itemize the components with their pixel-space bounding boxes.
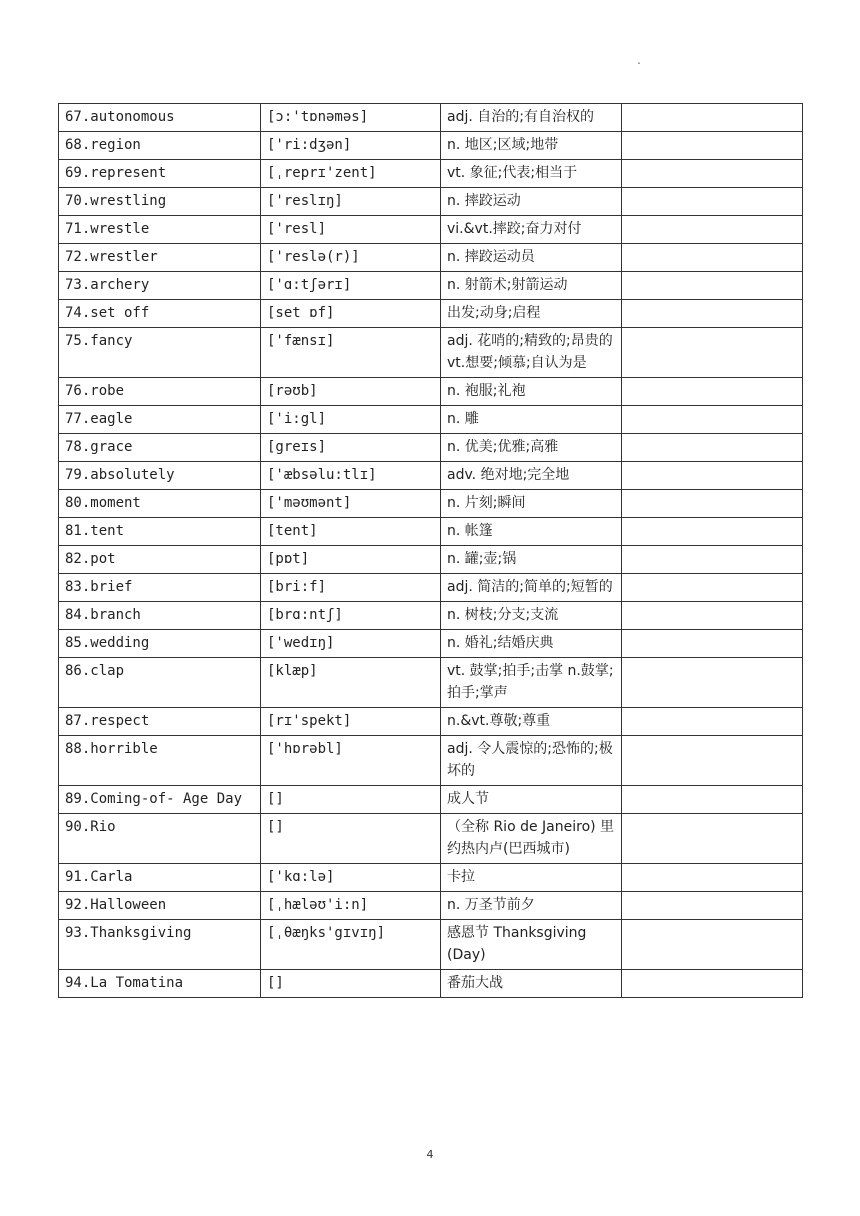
meaning-cell: （全称 Rio de Janeiro) 里约热内卢(巴西城市): [441, 814, 622, 864]
note-cell: [622, 970, 803, 998]
word-cell: 77.eagle: [59, 406, 261, 434]
phonetic-cell: ['ri:dʒən]: [261, 132, 441, 160]
word-cell: 82.pot: [59, 546, 261, 574]
phonetic-cell: [ˌreprɪ'zent]: [261, 160, 441, 188]
word-cell: 92.Halloween: [59, 892, 261, 920]
table-row: [59, 406, 803, 434]
word-cell: 80.moment: [59, 490, 261, 518]
table-row: [59, 518, 803, 546]
phonetic-cell: [ˌθæŋks'gɪvɪŋ]: [261, 920, 441, 970]
phonetic-cell: ['reslɪŋ]: [261, 188, 441, 216]
phonetic-cell: ['məʊmənt]: [261, 490, 441, 518]
table-row: [59, 574, 803, 602]
meaning-cell: vt. 鼓掌;拍手;击掌 n.鼓掌;拍手;掌声: [441, 658, 622, 708]
meaning-cell: n. 射箭术;射箭运动: [441, 272, 622, 300]
meaning-cell: 卡拉: [441, 864, 622, 892]
word-cell: 87.respect: [59, 708, 261, 736]
word-cell: 69.represent: [59, 160, 261, 188]
word-cell: 85.wedding: [59, 630, 261, 658]
note-cell: [622, 814, 803, 864]
phonetic-cell: ['hɒrəbl]: [261, 736, 441, 786]
word-cell: 71.wrestle: [59, 216, 261, 244]
meaning-cell: adj. 自治的;有自治权的: [441, 104, 622, 132]
note-cell: [622, 574, 803, 602]
note-cell: [622, 160, 803, 188]
table-row: [59, 462, 803, 490]
table-row: [59, 920, 803, 970]
word-cell: 86.clap: [59, 658, 261, 708]
table-row: [59, 970, 803, 998]
phonetic-cell: [rɪ'spekt]: [261, 708, 441, 736]
meaning-cell: vt. 象征;代表;相当于: [441, 160, 622, 188]
table-row: [59, 434, 803, 462]
meaning-cell: n. 优美;优雅;高雅: [441, 434, 622, 462]
vocabulary-table: [58, 103, 803, 998]
meaning-cell: 出发;动身;启程: [441, 300, 622, 328]
word-cell: 81.tent: [59, 518, 261, 546]
note-cell: [622, 104, 803, 132]
note-cell: [622, 188, 803, 216]
word-cell: 91.Carla: [59, 864, 261, 892]
note-cell: [622, 786, 803, 814]
meaning-cell: adj. 花哨的;精致的;昂贵的 vt.想要;倾慕;自认为是: [441, 328, 622, 378]
note-cell: [622, 920, 803, 970]
table-row: [59, 490, 803, 518]
note-cell: [622, 546, 803, 574]
note-cell: [622, 272, 803, 300]
note-cell: [622, 328, 803, 378]
table-row: [59, 658, 803, 708]
word-cell: 73.archery: [59, 272, 261, 300]
table-row: [59, 132, 803, 160]
note-cell: [622, 892, 803, 920]
table-row: [59, 630, 803, 658]
phonetic-cell: ['fænsɪ]: [261, 328, 441, 378]
word-cell: 89.Coming-of- Age Day: [59, 786, 261, 814]
phonetic-cell: []: [261, 970, 441, 998]
table-row: [59, 378, 803, 406]
phonetic-cell: [pɒt]: [261, 546, 441, 574]
word-cell: 68.region: [59, 132, 261, 160]
phonetic-cell: ['i:gl]: [261, 406, 441, 434]
table-row: [59, 104, 803, 132]
meaning-cell: n.&vt.尊敬;尊重: [441, 708, 622, 736]
word-cell: 74.set off: [59, 300, 261, 328]
table-row: [59, 188, 803, 216]
table-row: [59, 602, 803, 630]
table-row: [59, 272, 803, 300]
meaning-cell: adv. 绝对地;完全地: [441, 462, 622, 490]
meaning-cell: n. 袍服;礼袍: [441, 378, 622, 406]
meaning-cell: adj. 令人震惊的;恐怖的;极坏的: [441, 736, 622, 786]
word-cell: 84.branch: [59, 602, 261, 630]
header-mark: .: [636, 56, 643, 67]
meaning-cell: adj. 简洁的;简单的;短暂的: [441, 574, 622, 602]
word-cell: 70.wrestling: [59, 188, 261, 216]
meaning-cell: n. 片刻;瞬间: [441, 490, 622, 518]
phonetic-cell: ['æbsəlu:tlɪ]: [261, 462, 441, 490]
note-cell: [622, 864, 803, 892]
meaning-cell: n. 摔跤运动员: [441, 244, 622, 272]
word-cell: 72.wrestler: [59, 244, 261, 272]
meaning-cell: vi.&vt.摔跤;奋力对付: [441, 216, 622, 244]
table-row: [59, 216, 803, 244]
note-cell: [622, 518, 803, 546]
word-cell: 88.horrible: [59, 736, 261, 786]
meaning-cell: n. 地区;区域;地带: [441, 132, 622, 160]
table-row: [59, 244, 803, 272]
note-cell: [622, 630, 803, 658]
phonetic-cell: []: [261, 786, 441, 814]
note-cell: [622, 736, 803, 786]
meaning-cell: 番茄大战: [441, 970, 622, 998]
word-cell: 79.absolutely: [59, 462, 261, 490]
phonetic-cell: ['wedɪŋ]: [261, 630, 441, 658]
table-row: [59, 864, 803, 892]
meaning-cell: 成人节: [441, 786, 622, 814]
vocabulary-table-body: [59, 104, 803, 998]
word-cell: 83.brief: [59, 574, 261, 602]
note-cell: [622, 132, 803, 160]
table-row: [59, 736, 803, 786]
word-cell: 76.robe: [59, 378, 261, 406]
phonetic-cell: [ˌhæləʊ'i:n]: [261, 892, 441, 920]
table-row: [59, 814, 803, 864]
phonetic-cell: [brɑ:ntʃ]: [261, 602, 441, 630]
table-row: [59, 786, 803, 814]
meaning-cell: n. 万圣节前夕: [441, 892, 622, 920]
word-cell: 67.autonomous: [59, 104, 261, 132]
meaning-cell: n. 摔跤运动: [441, 188, 622, 216]
phonetic-cell: ['kɑ:lə]: [261, 864, 441, 892]
phonetic-cell: [tent]: [261, 518, 441, 546]
meaning-cell: n. 雕: [441, 406, 622, 434]
table-row: [59, 160, 803, 188]
phonetic-cell: [greɪs]: [261, 434, 441, 462]
phonetic-cell: [bri:f]: [261, 574, 441, 602]
table-row: [59, 300, 803, 328]
table-row: [59, 892, 803, 920]
word-cell: 90.Rio: [59, 814, 261, 864]
word-cell: 93.Thanksgiving: [59, 920, 261, 970]
phonetic-cell: [ɔ:'tɒnəməs]: [261, 104, 441, 132]
phonetic-cell: [set ɒf]: [261, 300, 441, 328]
note-cell: [622, 490, 803, 518]
note-cell: [622, 434, 803, 462]
note-cell: [622, 216, 803, 244]
phonetic-cell: [klæp]: [261, 658, 441, 708]
phonetic-cell: ['resl]: [261, 216, 441, 244]
page-number: 4: [426, 1148, 434, 1161]
phonetic-cell: []: [261, 814, 441, 864]
note-cell: [622, 602, 803, 630]
note-cell: [622, 244, 803, 272]
note-cell: [622, 378, 803, 406]
phonetic-cell: [rəʊb]: [261, 378, 441, 406]
phonetic-cell: ['ɑ:tʃərɪ]: [261, 272, 441, 300]
meaning-cell: n. 婚礼;结婚庆典: [441, 630, 622, 658]
meaning-cell: n. 帐篷: [441, 518, 622, 546]
meaning-cell: 感恩节 Thanksgiving (Day): [441, 920, 622, 970]
meaning-cell: n. 树枝;分支;支流: [441, 602, 622, 630]
word-cell: 94.La Tomatina: [59, 970, 261, 998]
table-row: [59, 328, 803, 378]
word-cell: 75.fancy: [59, 328, 261, 378]
note-cell: [622, 462, 803, 490]
table-row: [59, 546, 803, 574]
note-cell: [622, 708, 803, 736]
note-cell: [622, 300, 803, 328]
word-cell: 78.grace: [59, 434, 261, 462]
note-cell: [622, 658, 803, 708]
meaning-cell: n. 罐;壶;锅: [441, 546, 622, 574]
phonetic-cell: ['reslə(r)]: [261, 244, 441, 272]
note-cell: [622, 406, 803, 434]
table-row: [59, 708, 803, 736]
